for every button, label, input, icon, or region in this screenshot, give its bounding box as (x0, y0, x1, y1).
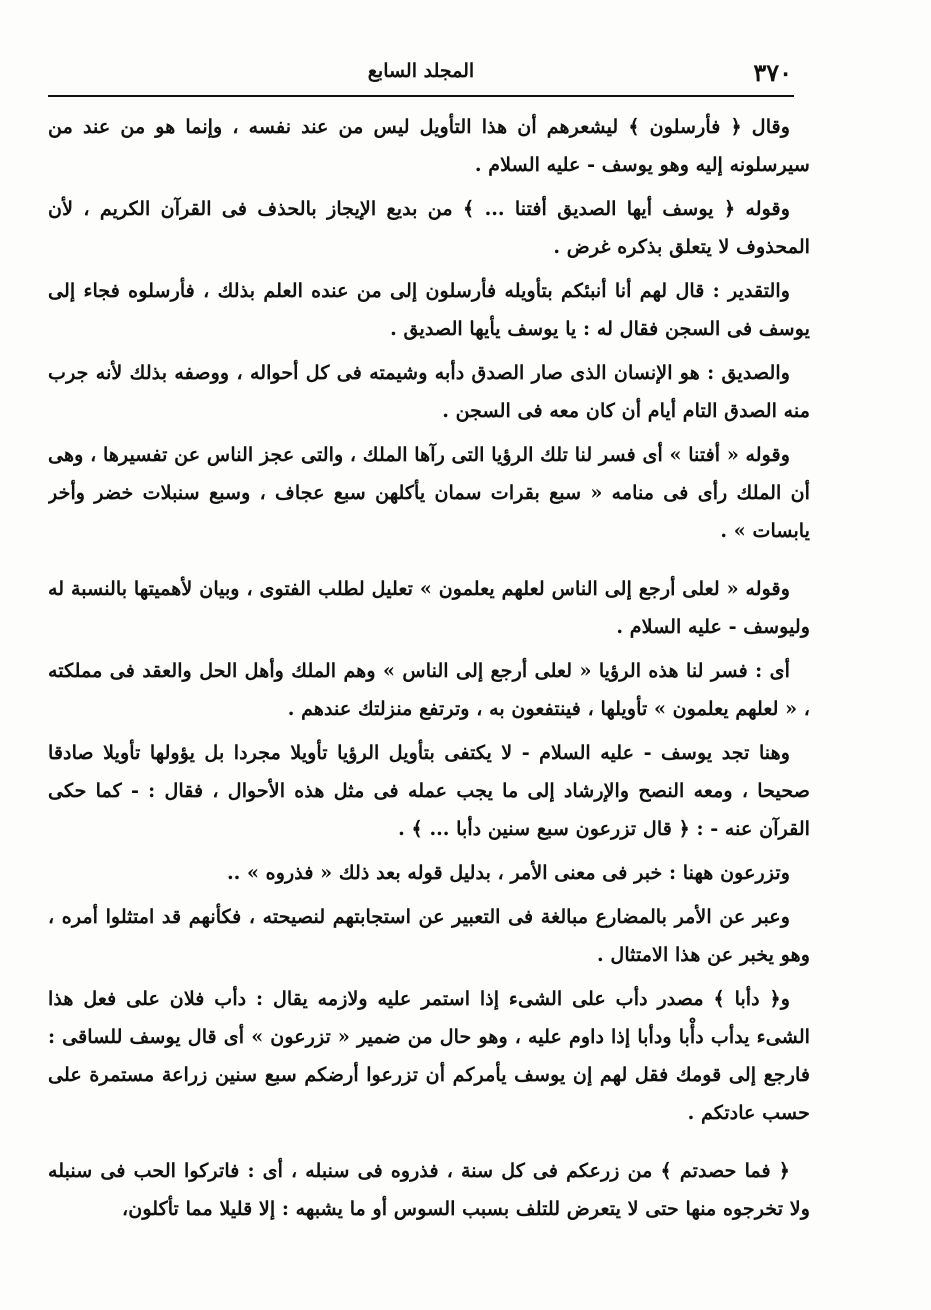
paragraph: أى : فسر لنا هذه الرؤيا « لعلى أرجع إلى الناس » وهم الملك وأهل الحل والعقد فى مملكته ، « لعلهم يعلمون » تأويلها ، فينتفعون به ، وترتفع منزلتك عندهم . (48, 659, 810, 720)
paragraph: والصديق : هو الإنسان الذى صار الصدق دأبه وشيمته فى كل أحواله ، ووصفه بذلك لأنه جرب منه الصدق التام أيام أن كان معه فى السجن . (48, 361, 810, 422)
page-header (50, 58, 792, 90)
running-title: المجلد السابع (367, 60, 475, 82)
paragraph: وتزرعون ههنا : خبر فى معنى الأمر ، بدليل قوله بعد ذلك « فذروه » .. (226, 861, 790, 884)
paragraph: ﴿ فما حصدتم ﴾ من زرعكم فى كل سنة ، فذروه فى سنبله ، أى : فاتركوا الحب فى سنبله ولا تخرجوه منها حتى لا يتعرض للتلف بسبب السوس أو ما يشبهه : إلا قليلا مما تأكلون، (48, 1159, 810, 1220)
header-rule (48, 95, 794, 97)
page-body (48, 108, 810, 1293)
paragraph: وقوله « أفتنا » أى فسر لنا تلك الرؤيا التى رآها الملك ، والتى عجز الناس عن تفسيرها ، وهى أن الملك رأى فى منامه « سبع بقرات سمان يأكلهن سبع عجاف ، وسبع سنبلات خضر وأخر يابسات » . (48, 443, 810, 542)
paragraph: والتقدير : قال لهم أنا أنبئكم بتأويله فأرسلون إلى من عنده العلم بذلك ، فأرسلوه فجاء إلى يوسف فى السجن فقال له : يا يوسف يأيها الصديق . (48, 279, 810, 340)
paragraph: وقوله « لعلى أرجع إلى الناس لعلهم يعلمون » تعليل لطلب الفتوى ، وبيان لأهميتها بالنسبة له وليوسف - عليه السلام . (48, 577, 810, 638)
paragraph: وعبر عن الأمر بالمضارع مبالغة فى التعبير عن استجابتهم لنصيحته ، فكأنهم قد امتثلوا أمره ، وهو يخبر عن هذا الامتثال . (48, 905, 810, 966)
paragraph: و﴿ دأبا ﴾ مصدر دأب على الشىء إذا استمر عليه ولازمه يقال : دأب فلان على فعل هذا الشىء يدأب دأْبا ودأبا إذا داوم عليه ، وهو حال من ضمير « تزرعون » أى قال يوسف للساقى : فارجع إلى قومك فقل لهم إن يوسف يأمركم أن تزرعوا أرضكم سبع سنين زراعة مستمرة على حسب عادتكم . (48, 987, 810, 1124)
paragraph: وهنا تجد يوسف - عليه السلام - لا يكتفى بتأويل الرؤيا تأويلا مجردا بل يؤولها تأويلا صادقا صحيحا ، ومعه النصح والإرشاد إلى ما يجب عمله فى مثل هذه الأحوال ، فقال : - كما حكى القرآن عنه - : ﴿ قال تزرعون سبع سنين دأبا ... ﴾ . (48, 741, 810, 840)
paragraph: وقوله ﴿ يوسف أيها الصديق أفتنا ... ﴾ من بديع الإيجاز بالحذف فى القرآن الكريم ، لأن المحذوف لا يتعلق بذكره غرض . (48, 197, 810, 258)
page-number: ٣٧٠ (753, 58, 792, 87)
paragraph: وقال ﴿ فأرسلون ﴾ ليشعرهم أن هذا التأويل ليس من عند نفسه ، وإنما هو من عند من سيرسلونه إليه وهو يوسف - عليه السلام . (48, 115, 810, 176)
